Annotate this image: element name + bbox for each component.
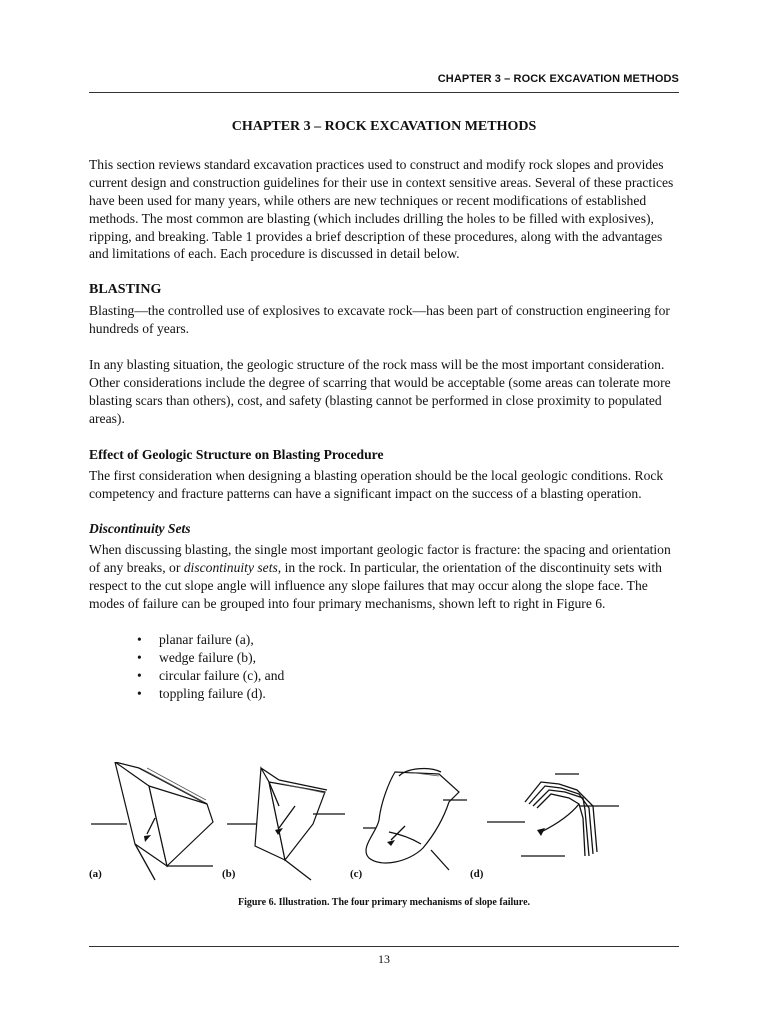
- wedge-failure-drawing: [227, 768, 345, 880]
- failure-modes-list: [89, 631, 679, 703]
- page-body: [89, 118, 679, 703]
- discontinuity-paragraph: [89, 541, 679, 613]
- figure-caption: Figure 6. Illustration. The four primary mechanisms of slope failure.: [237, 897, 531, 908]
- effect-paragraph: The first consideration when designing a blasting operation should be the local geologic conditions. Rock competency and fracture patterns can have a significant impact on the success of a blasting operation.: [89, 467, 664, 501]
- list-item: • toppling failure (d).: [137, 685, 679, 703]
- discontinuity-text-after: in the rock. In particular, the orientation of the discontinuity sets with respect to the cut slope angle will influence any slope failures that may occur along the slope face. The modes of failure can be grouped into four primary mechanisms, shown left to right in Figure 6.: [89, 560, 662, 612]
- figure-label-a: (a): [89, 868, 102, 880]
- list-item: • wedge failure (b),: [137, 649, 679, 667]
- figure-label-c: (c): [350, 868, 363, 880]
- blasting-paragraph-2: In any blasting situation, the geologic structure of the rock mass will be the most important consideration. Other considerations include the degree of scarring that would be acceptable (some areas can tolerate more blasting scars than others), cost, and safety (blasting cannot be performed in close proximity to populated areas).: [89, 357, 671, 426]
- header-rule: [89, 92, 679, 93]
- discontinuity-heading: Discontinuity Sets: [89, 521, 191, 537]
- figure-label-d: (d): [470, 868, 484, 880]
- page-number: 13: [378, 952, 390, 966]
- effect-heading: Effect of Geologic Structure on Blasting Procedure: [89, 446, 384, 462]
- toppling-failure-drawing: [487, 774, 619, 856]
- discontinuity-text-before: When discussing blasting, the single most important geologic factor is fracture: the spacing and orientation of any breaks, or: [89, 542, 671, 576]
- discontinuity-sets-term: discontinuity sets,: [183, 560, 282, 576]
- running-header: CHAPTER 3 – ROCK EXCAVATION METHODS: [437, 73, 679, 85]
- intro-paragraph: This section reviews standard excavation practices used to construct and modify rock slopes and provides current design and construction guidelines for their use in context sensitive areas. Several of these practices have been used for many years, while others are new techniques or recent modifications of established methods. The most common are blasting (which includes drilling the holes to be filled with explosives), ripping, and breaking. Table 1 provides a brief description of these procedures, along with the advantages and limitations of each. Each procedure is discussed in detail below.: [89, 156, 674, 262]
- chapter-title: CHAPTER 3 – ROCK EXCAVATION METHODS: [231, 119, 537, 134]
- footer-rule: [89, 946, 679, 947]
- circular-failure-drawing: [363, 769, 467, 870]
- planar-failure-drawing: [91, 762, 213, 880]
- list-item: • circular failure (c), and: [137, 667, 679, 685]
- blasting-paragraph-1: Blasting—the controlled use of explosives to excavate rock—has been part of construction engineering for hundreds of years.: [89, 303, 670, 337]
- list-item: • planar failure (a),: [137, 631, 679, 649]
- figure-label-b: (b): [222, 868, 236, 880]
- slope-failure-illustration: [89, 762, 679, 882]
- blasting-heading: BLASTING: [89, 282, 162, 298]
